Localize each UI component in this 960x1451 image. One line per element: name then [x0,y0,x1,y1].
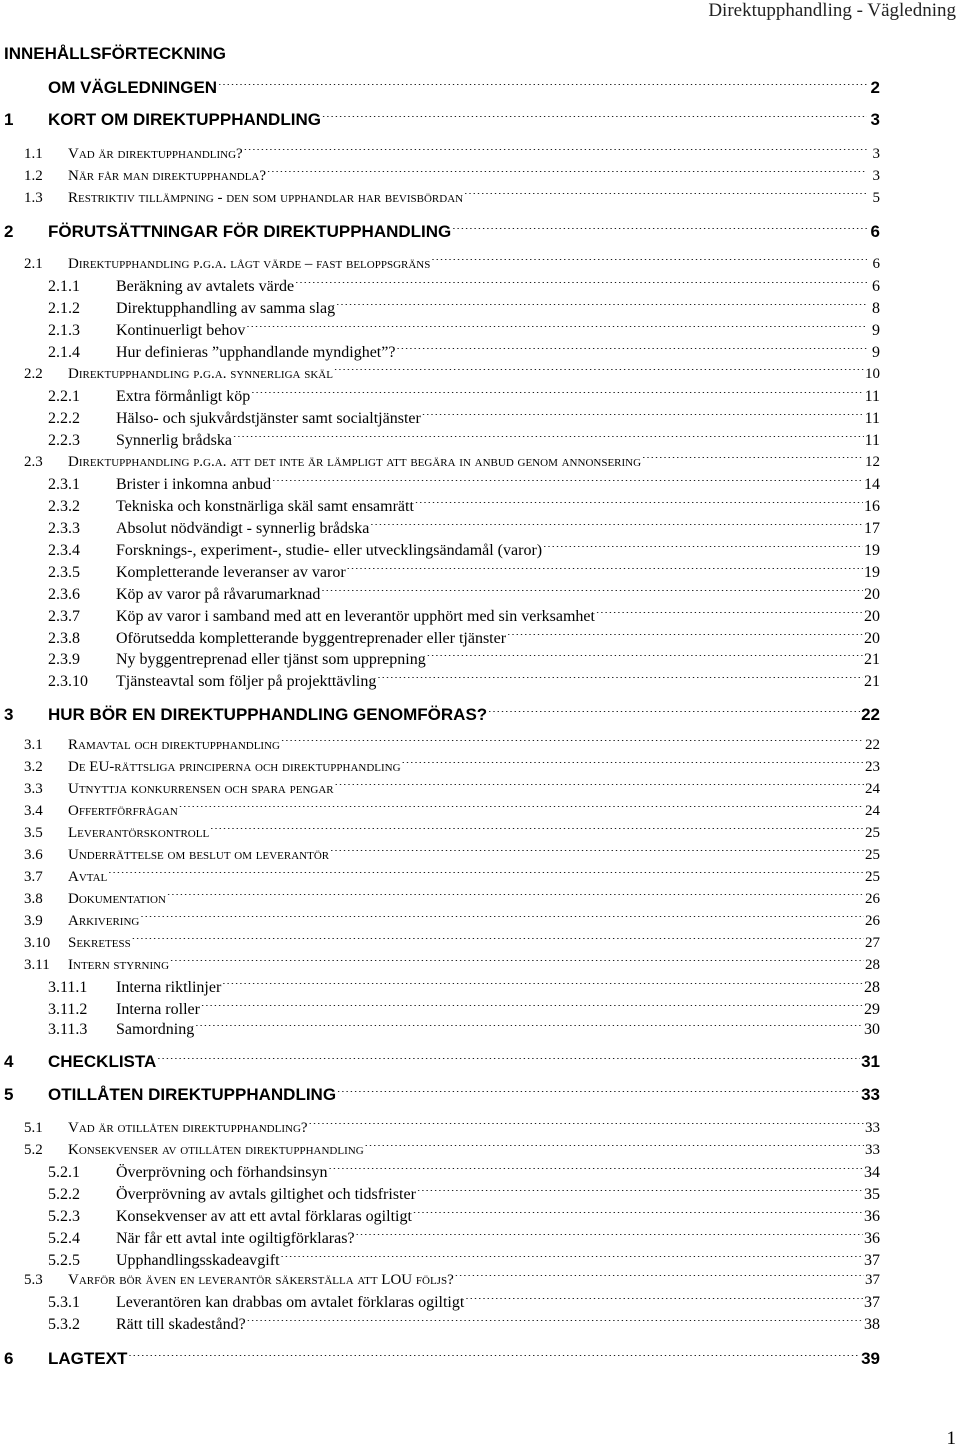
dot-leader [157,1058,860,1064]
toc-entry[interactable] [0,168,880,190]
toc-entry-title: Samordning [116,1021,195,1038]
toc-entry-title: Ny byggentreprenad eller tjänst som upprepning [116,651,426,668]
toc-entry-number: 2.2 [24,366,43,382]
toc-entry-page: 6 [872,278,880,295]
toc-entry-number: 5.3.2 [48,1316,80,1333]
dot-leader [170,960,864,966]
toc-entry[interactable] [0,542,880,564]
dot-leader [309,1123,864,1129]
toc-entry[interactable] [0,1230,880,1252]
toc-entry[interactable] [0,344,880,366]
toc-entry-title: Dokumentation [68,891,166,907]
toc-entry-title: Hur definieras ”upphandlande myndighet”? [116,344,396,361]
toc-entry-page: 21 [864,673,880,690]
dot-leader [179,806,864,812]
toc-entry-page: 16 [864,498,880,515]
toc-entry-number: 2.3.6 [48,586,80,603]
toc-entry[interactable] [0,1085,880,1107]
toc-entry-title: Direktupphandling p.g.a. lågt värde – fast beloppsgräns [68,256,431,272]
dot-leader [596,612,863,618]
dot-leader [356,1234,863,1240]
dot-leader [140,916,864,922]
dot-leader [201,1005,863,1011]
dot-leader [337,1091,860,1097]
toc-entry-page: 14 [864,476,880,493]
toc-entry-page: 10 [865,366,880,382]
toc-entry-title: Extra förmånligt köp [116,388,251,405]
dot-leader [402,762,864,768]
toc-entry-page: 22 [865,737,880,753]
dot-leader [251,392,863,398]
toc-entry-page: 25 [865,869,880,885]
toc-entry-title: Leverantören kan drabbas om avtalet förklaras ogiltigt [116,1294,465,1311]
toc-entry-page: 25 [865,825,880,841]
toc-entry[interactable] [0,825,880,847]
toc-entry-title: Hälso- och sjukvårdstjänster samt socialtjänster [116,410,421,427]
toc-entry-page: 28 [865,957,880,973]
toc-entry-title: Tekniska och konstnärliga skäl samt ensamrätt [116,498,414,515]
toc-entry[interactable] [0,222,880,244]
toc-entry-number: 6 [4,1349,14,1368]
dot-leader [195,1025,863,1031]
toc-entry-number: 5.2 [24,1142,43,1158]
toc-entry-number: 3.11.3 [48,1021,88,1038]
toc-entry-title: Brister i inkomna anbud [116,476,272,493]
toc-entry-title: Forsknings-, experiment-, studie- eller utvecklingsändamål (varor) [116,542,543,559]
toc-entry-title: KORT OM DIREKTUPPHANDLING [48,110,321,129]
dot-leader [427,655,863,661]
toc-entry-page: 36 [864,1208,880,1225]
toc-entry-number: 2.1.4 [48,344,80,361]
toc-entry[interactable] [0,278,880,300]
toc-entry-number: 5.2.3 [48,1208,80,1225]
toc-entry-title: Vad är direktupphandling? [68,146,243,162]
toc-entry-page: 33 [865,1120,880,1136]
dot-leader [396,348,867,354]
toc-entry-page: 31 [861,1052,880,1071]
toc-entry-number: 2.3.10 [48,673,88,690]
toc-entry[interactable] [0,705,880,727]
dot-leader [488,711,860,717]
toc-entry[interactable] [0,979,880,1001]
toc-entry-number: 5.2.4 [48,1230,80,1247]
toc-entry-title: Köp av varor på råvarumarknad [116,586,321,603]
toc-entry-page: 9 [872,322,880,339]
toc-entry-page: 5 [872,190,880,206]
toc-entry-title: Synnerlig brådska [116,432,232,449]
toc-entry[interactable] [0,957,880,979]
toc-entry-number: 3.3 [24,781,43,797]
toc-entry-title: Vad är otillåten direktupphandling? [68,1120,308,1136]
toc-entry-number: 3.4 [24,803,43,819]
toc-entry[interactable] [0,869,880,891]
toc-entry[interactable] [0,803,880,825]
toc-entry-number: 5.2.1 [48,1164,80,1181]
toc-entry-number: 3.7 [24,869,43,885]
dot-leader [464,193,867,199]
toc-entry-title: FÖRUTSÄTTNINGAR FÖR DIREKTUPPHANDLING [48,222,452,241]
toc-entry-number: 1.3 [24,190,43,206]
toc-entry-title: Interna roller [116,1001,200,1018]
dot-leader [455,1275,864,1281]
toc-entry-page: 11 [864,410,880,427]
toc-entry[interactable] [0,935,880,957]
dot-leader [322,116,867,122]
dot-leader [128,1355,860,1361]
toc-entry[interactable] [0,1164,880,1186]
toc-entry[interactable] [0,454,880,476]
toc-title: INNEHÅLLSFÖRTECKNING [4,44,226,63]
toc-entry[interactable] [0,410,880,432]
toc-entry-page: 17 [864,520,880,537]
toc-entry-page: 39 [861,1349,880,1368]
toc-entry-number: 3.2 [24,759,43,775]
dot-leader [415,502,863,508]
toc-entry-number: 2.2.2 [48,410,80,427]
toc-entry[interactable] [0,608,880,630]
dot-leader [336,304,867,310]
toc-entry-title: Avtal [68,869,108,885]
toc-entry-title: HUR BÖR EN DIREKTUPPHANDLING GENOMFÖRAS? [48,705,488,724]
dot-leader [281,740,864,746]
toc-entry[interactable] [0,146,880,168]
toc-entry-page: 3 [872,146,880,162]
dot-leader [329,1168,863,1174]
toc-entry[interactable] [0,847,880,869]
toc-entry-number: 2.1.3 [48,322,80,339]
dot-leader [272,480,863,486]
toc-entry-page: 26 [865,913,880,929]
toc-entry[interactable] [0,781,880,803]
toc-entry[interactable] [0,891,880,913]
dot-leader [218,84,867,90]
toc-entry-page: 19 [864,564,880,581]
toc-entry[interactable] [0,651,880,673]
toc-entry-number: 2.1 [24,256,43,272]
toc-entry-page: 38 [864,1316,880,1333]
toc-entry-title: Direktupphandling av samma slag [116,300,336,317]
dot-leader [452,228,867,234]
toc-entry-page: 8 [872,300,880,317]
toc-entry[interactable] [0,432,880,454]
dot-leader [365,1145,864,1151]
toc-entry-page: 34 [864,1164,880,1181]
toc-entry-title: CHECKLISTA [48,1052,157,1071]
toc-entry-number: 3.8 [24,891,43,907]
toc-entry-title: Kompletterande leveranser av varor [116,564,346,581]
toc-entry-title: Kontinuerligt behov [116,322,246,339]
dot-leader [267,171,867,177]
dot-leader [370,524,863,530]
toc-entry-title: Restriktiv tillämpning - den som upphandlar har bevisbördan [68,190,464,206]
toc-entry-number: 2.2.1 [48,388,80,405]
dot-leader [321,590,863,596]
toc-entry-number: 3.5 [24,825,43,841]
toc-entry-title: Sekretess [68,935,131,951]
toc-entry-page: 25 [865,847,880,863]
toc-entry-page: 37 [864,1252,880,1269]
toc-entry-title: Absolut nödvändigt - synnerlig brådska [116,520,370,537]
toc-entry-number: 5.2.2 [48,1186,80,1203]
dot-leader [431,259,867,265]
toc-entry-number: 3.11 [24,957,50,973]
dot-leader [330,850,864,856]
toc-entry-title: Offertförfrågan [68,803,178,819]
toc-entry-number: 2.1.1 [48,278,80,295]
toc-entry-page: 6 [870,222,880,241]
toc-entry-title: Överprövning av avtals giltighet och tidsfrister [116,1186,416,1203]
toc-entry-title: Oförutsedda kompletterande byggentreprenader eller tjänster [116,630,507,647]
toc-entry[interactable] [0,322,880,344]
dot-leader [465,1298,863,1304]
toc-entry-page: 36 [864,1230,880,1247]
toc-entry[interactable] [0,1208,880,1230]
toc-entry-number: 5.3 [24,1272,43,1288]
toc-entry-number: 2.1.2 [48,300,80,317]
dot-leader [247,1320,863,1326]
toc-entry-page: 21 [864,651,880,668]
dot-leader [108,872,864,878]
toc-entry-number: 5 [4,1085,14,1104]
toc-entry-number: 2.2.3 [48,432,80,449]
toc-entry-page: 33 [861,1085,880,1104]
toc-entry[interactable] [0,1186,880,1208]
toc-entry-title: Underrättelse om beslut om leverantör [68,847,330,863]
toc-entry-number: 3.1 [24,737,43,753]
toc-entry-number: 3 [4,705,14,724]
toc-entry-number: 2.3 [24,454,43,470]
toc-entry-number: 1.2 [24,168,43,184]
toc-entry-number: 5.1 [24,1120,43,1136]
toc-entry-title: OM VÄGLEDNINGEN [48,78,218,97]
toc-entry-page: 27 [865,935,880,951]
dot-leader [642,457,864,463]
dot-leader [246,326,867,332]
dot-leader [233,436,864,442]
toc-entry-page: 30 [864,1021,880,1038]
toc-entry-page: 20 [864,586,880,603]
toc-entry[interactable] [0,1252,880,1274]
toc-entry-title: Upphandlingsskadeavgift [116,1252,280,1269]
toc-entry[interactable] [0,476,880,498]
toc-entry[interactable] [0,256,880,278]
running-header: Direktupphandling - Vägledning [708,0,956,21]
dot-leader [335,784,864,790]
toc-entry[interactable] [0,1142,880,1164]
toc-entry[interactable] [0,630,880,652]
toc-entry[interactable] [0,300,880,322]
toc-entry[interactable] [0,759,880,781]
dot-leader [132,938,864,944]
toc-entry[interactable] [0,110,880,132]
toc-entry-page: 9 [872,344,880,361]
toc-entry-title: Ramavtal och direktupphandling [68,737,280,753]
toc-entry-page: 37 [865,1272,880,1288]
toc-entry-page: 20 [864,608,880,625]
toc-entry-title: Varför bör även en leverantör säkerställa att LOU följs? [68,1272,454,1288]
toc-entry-number: 2.3.7 [48,608,80,625]
dot-leader [295,282,867,288]
toc-entry-number: 4 [4,1052,14,1071]
toc-entry[interactable] [0,737,880,759]
toc-entry-page: 26 [865,891,880,907]
toc-entry-title: Köp av varor i samband med att en leverantör upphört med sin verksamhet [116,608,595,625]
dot-leader [507,634,863,640]
dot-leader [222,983,863,989]
toc-entry-page: 3 [870,110,880,129]
toc-entry-title: Tjänsteavtal som följer på projekttävling [116,673,377,690]
toc-entry-page: 20 [864,630,880,647]
dot-leader [347,568,863,574]
toc-entry-page: 24 [865,781,880,797]
toc-entry-title: Direktupphandling p.g.a. att det inte är lämpligt att begära in anbud genom annonsering [68,454,642,470]
toc-entry-page: 24 [865,803,880,819]
toc-entry-number: 2.3.5 [48,564,80,581]
toc-entry-page: 2 [870,78,880,97]
dot-leader [377,677,863,683]
dot-leader [167,894,864,900]
toc-entry-page: 11 [864,388,880,405]
toc-entry[interactable] [0,78,880,100]
toc-entry-title: Utnyttja konkurrensen och spara pengar [68,781,334,797]
toc-entry[interactable] [0,1316,880,1338]
toc-entry-title: Överprövning och förhandsinsyn [116,1164,328,1181]
toc-entry-title: Intern styrning [68,957,170,973]
toc-entry-page: 22 [861,705,880,724]
toc-entry-page: 19 [864,542,880,559]
toc-entry[interactable] [0,1052,880,1074]
toc-entry-title: LAGTEXT [48,1349,128,1368]
toc-entry[interactable] [0,388,880,410]
toc-entry-page: 33 [865,1142,880,1158]
toc-entry-number: 3.11.2 [48,1001,88,1018]
toc-entry-title: OTILLÅTEN DIREKTUPPHANDLING [48,1085,337,1104]
toc-entry-title: Konsekvenser av att ett avtal förklaras ogiltigt [116,1208,412,1225]
dot-leader [210,828,864,834]
toc-entry-page: 28 [864,979,880,996]
toc-entry-title: De EU-rättsliga principerna och direktupphandling [68,759,401,775]
toc-entry-number: 2.3.9 [48,651,80,668]
toc-entry-number: 3.6 [24,847,43,863]
toc-entry-number: 2.3.4 [48,542,80,559]
toc-entry-page: 35 [864,1186,880,1203]
toc-entry-number: 5.3.1 [48,1294,80,1311]
page-number: 1 [946,1428,956,1449]
toc-entry-title: Interna riktlinjer [116,979,222,996]
toc-entry[interactable] [0,1120,880,1142]
toc-entry[interactable] [0,1021,880,1043]
toc-entry-page: 6 [872,256,880,272]
toc-entry[interactable] [0,520,880,542]
toc-entry-number: 3.10 [24,935,51,951]
toc-entry-title: Direktupphandling p.g.a. synnerliga skäl [68,366,333,382]
toc-entry-title: Arkivering [68,913,140,929]
toc-entry[interactable] [0,1272,880,1294]
toc-entry[interactable] [0,564,880,586]
toc-entry[interactable] [0,498,880,520]
toc-entry-number: 2.3.1 [48,476,80,493]
dot-leader [334,369,864,375]
toc-entry-title: Rätt till skadestånd? [116,1316,246,1333]
toc-entry-page: 23 [865,759,880,775]
toc-entry-page: 37 [864,1294,880,1311]
dot-leader [244,149,867,155]
toc-entry-number: 5.2.5 [48,1252,80,1269]
dot-leader [281,1256,863,1262]
toc-entry[interactable] [0,586,880,608]
toc-entry[interactable] [0,1349,880,1371]
dot-leader [543,546,863,552]
toc-entry[interactable] [0,190,880,212]
toc-entry-page: 12 [865,454,880,470]
toc-entry[interactable] [0,913,880,935]
toc-entry-number: 3.11.1 [48,979,88,996]
toc-entry-title: När får man direktupphandla? [68,168,267,184]
toc-entry-number: 2.3.8 [48,630,80,647]
dot-leader [417,1190,863,1196]
toc-entry-page: 3 [872,168,880,184]
toc-entry-number: 1.1 [24,146,43,162]
toc-entry-title: När får ett avtal inte ogiltigförklaras? [116,1230,355,1247]
toc-entry-number: 2.3.3 [48,520,80,537]
toc-entry-number: 1 [4,110,14,129]
toc-entry[interactable] [0,673,880,695]
toc-entry[interactable] [0,1001,880,1023]
toc-entry-number: 3.9 [24,913,43,929]
toc-entry-page: 11 [864,432,880,449]
toc-entry-title: Konsekvenser av otillåten direktupphandling [68,1142,364,1158]
toc-entry[interactable] [0,366,880,388]
toc-entry-page: 29 [864,1001,880,1018]
toc-entry-title: Leverantörskontroll [68,825,210,841]
dot-leader [422,414,864,420]
dot-leader [413,1212,863,1218]
toc-entry-number: 2 [4,222,14,241]
toc-entry-title: Beräkning av avtalets värde [116,278,295,295]
toc-entry-number: 2.3.2 [48,498,80,515]
toc-entry[interactable] [0,1294,880,1316]
